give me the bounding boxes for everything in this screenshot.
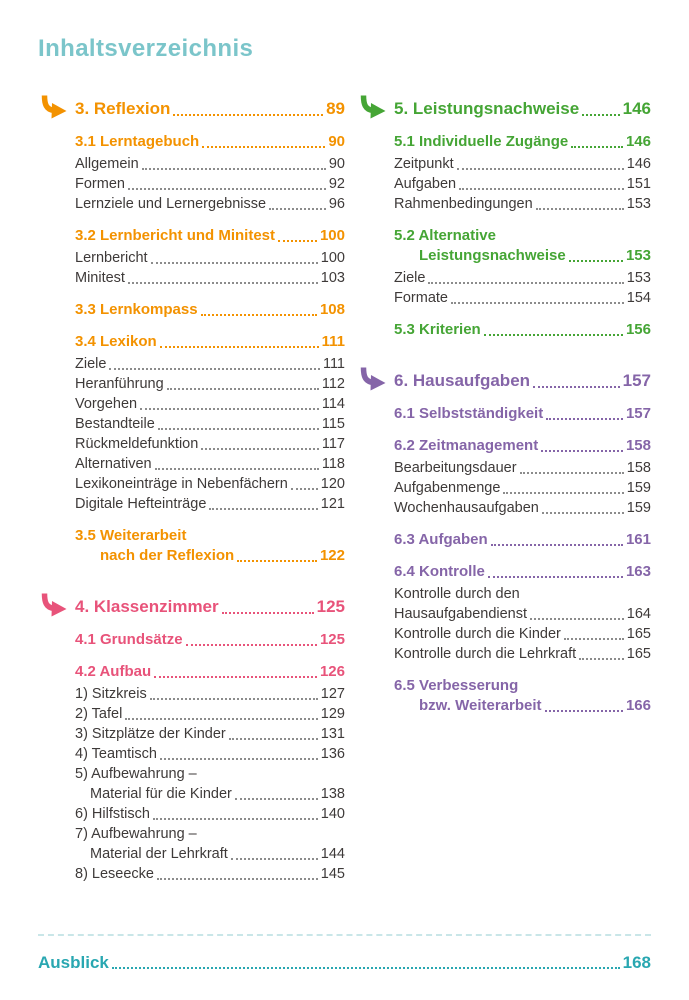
toc-entry xyxy=(75,474,345,494)
dot-leader xyxy=(186,644,317,646)
item-label: Lernziele und Lernergebnisse xyxy=(75,196,267,212)
footer-divider xyxy=(38,934,651,936)
dot-leader xyxy=(155,468,319,470)
dot-leader xyxy=(533,386,620,388)
item-label-line1: Kontrolle durch den xyxy=(394,586,520,602)
toc-entry xyxy=(75,744,345,764)
page-number: 164 xyxy=(626,606,651,622)
dot-leader xyxy=(128,188,326,190)
page-number: 120 xyxy=(320,476,345,492)
toc-entry xyxy=(75,764,345,804)
page-number: 136 xyxy=(320,746,345,762)
item-row xyxy=(75,248,345,268)
item-row xyxy=(394,458,651,478)
item-label: 3. Reflexion xyxy=(75,99,171,118)
item-row xyxy=(394,530,651,550)
dot-leader xyxy=(278,240,317,242)
page-number: 145 xyxy=(320,866,345,882)
item-label: 4.1 Grundsätze xyxy=(75,631,183,648)
item-row xyxy=(75,844,345,864)
dot-leader xyxy=(269,208,326,210)
item-row xyxy=(75,300,345,320)
item-label-line1: 6.5 Verbesserung xyxy=(394,677,519,694)
page-number: 166 xyxy=(625,697,651,714)
page-number: 103 xyxy=(320,270,345,286)
dot-leader xyxy=(231,858,318,860)
page-number: 115 xyxy=(321,416,345,432)
item-label: 6.2 Zeitmanagement xyxy=(394,437,539,454)
dot-leader xyxy=(546,418,623,420)
toc-entry xyxy=(75,248,345,268)
item-row xyxy=(394,246,651,266)
toc-entry xyxy=(75,414,345,434)
toc-entry xyxy=(75,434,345,454)
page-number: 118 xyxy=(321,456,345,472)
dot-leader xyxy=(451,302,624,304)
page-number: 159 xyxy=(626,500,651,516)
page-number: 122 xyxy=(319,547,345,564)
dot-leader xyxy=(579,658,624,660)
item-row xyxy=(75,154,345,174)
toc-entry xyxy=(75,864,345,884)
item-row xyxy=(394,404,651,424)
page-number: 111 xyxy=(321,333,345,350)
item-label: Aufgaben xyxy=(394,176,457,192)
item-row xyxy=(75,684,345,704)
toc-entry xyxy=(394,584,651,624)
dot-leader xyxy=(229,738,318,740)
page-number: 168 xyxy=(622,953,651,972)
toc-entry xyxy=(394,194,651,214)
dot-leader xyxy=(428,282,623,284)
page-number: 157 xyxy=(622,371,651,390)
toc-column xyxy=(357,98,651,718)
page-number: 158 xyxy=(626,460,651,476)
dot-leader xyxy=(160,758,318,760)
page-number: 156 xyxy=(625,321,651,338)
toc-entry xyxy=(394,624,651,644)
item-label: 4.2 Aufbau xyxy=(75,663,152,680)
toc-entry xyxy=(75,804,345,824)
dot-leader xyxy=(140,408,319,410)
page-number: 112 xyxy=(321,376,345,392)
page-number: 146 xyxy=(622,99,651,118)
toc-subsection xyxy=(75,332,345,352)
toc-subsection xyxy=(75,630,345,650)
dot-leader xyxy=(167,388,319,390)
page-number: 146 xyxy=(625,133,651,150)
item-label: 3.3 Lernkompass xyxy=(75,301,198,318)
page-number: 127 xyxy=(320,686,345,702)
item-label: 3) Sitzplätze der Kinder xyxy=(75,726,226,742)
toc-entry xyxy=(75,354,345,374)
item-row xyxy=(394,194,651,214)
chapter-heading xyxy=(394,370,651,392)
toc-entry xyxy=(75,824,345,864)
page-number: 163 xyxy=(625,563,651,580)
item-row xyxy=(394,562,651,582)
dot-leader xyxy=(150,698,318,700)
item-label: Formate xyxy=(394,290,448,306)
page-number: 126 xyxy=(319,663,345,680)
dot-leader xyxy=(201,314,317,316)
toc-subsection xyxy=(394,404,651,424)
page-number: 153 xyxy=(626,196,651,212)
toc-section xyxy=(38,596,345,884)
item-row xyxy=(75,804,345,824)
dot-leader xyxy=(564,638,624,640)
item-label: Kontrolle durch die Lehrkraft xyxy=(394,646,577,662)
toc-column xyxy=(38,98,345,884)
dot-leader xyxy=(571,146,623,148)
page-number: 153 xyxy=(626,270,651,286)
item-row xyxy=(394,288,651,308)
item-row xyxy=(75,724,345,744)
item-row xyxy=(75,630,345,650)
page-number: 146 xyxy=(626,156,651,172)
chapter-heading xyxy=(75,98,345,120)
item-row xyxy=(394,498,651,518)
dot-leader xyxy=(201,448,319,450)
item-row xyxy=(75,226,345,246)
item-label: 1) Sitzkreis xyxy=(75,686,147,702)
item-row xyxy=(75,744,345,764)
item-label: 5.1 Individuelle Zugänge xyxy=(394,133,569,150)
item-row xyxy=(75,662,345,682)
dot-leader xyxy=(173,114,323,116)
item-label: Heranführung xyxy=(75,376,164,392)
item-row xyxy=(394,132,651,152)
page-number: 117 xyxy=(321,436,345,452)
chapter-heading xyxy=(75,596,345,618)
item-label: nach der Reflexion xyxy=(100,547,235,564)
toc-subsection xyxy=(75,226,345,246)
item-label: Ziele xyxy=(394,270,426,286)
toc-subsection xyxy=(394,226,651,266)
dot-leader xyxy=(235,798,318,800)
dot-leader xyxy=(158,428,319,430)
toc-subsection xyxy=(394,676,651,716)
item-row xyxy=(75,332,345,352)
item-label: Rahmenbedingungen xyxy=(394,196,533,212)
item-label-line1: 7) Aufbewahrung – xyxy=(75,826,197,842)
page-number: 129 xyxy=(320,706,345,722)
toc-columns xyxy=(38,98,651,884)
dot-leader xyxy=(503,492,623,494)
item-label: 3.4 Lexikon xyxy=(75,333,157,350)
page-number: 90 xyxy=(328,156,345,172)
page-number: 153 xyxy=(625,247,651,264)
toc-subsection xyxy=(394,132,651,152)
item-label-line1: 5.2 Alternative xyxy=(394,227,496,244)
chapter-arrow-icon xyxy=(357,95,387,123)
page-number: 100 xyxy=(319,227,345,244)
item-label: Allgemein xyxy=(75,156,139,172)
toc-entry xyxy=(394,478,651,498)
item-label: 3.1 Lerntagebuch xyxy=(75,133,200,150)
page-number: 90 xyxy=(328,133,345,150)
toc-section xyxy=(357,370,651,716)
toc-entry xyxy=(394,268,651,288)
page-number: 100 xyxy=(320,250,345,266)
toc-entry xyxy=(75,494,345,514)
item-label: 6. Hausaufgaben xyxy=(394,371,531,390)
page-number: 144 xyxy=(320,846,345,862)
dot-leader xyxy=(582,114,619,116)
item-label: bzw. Weiterarbeit xyxy=(419,697,542,714)
dot-leader xyxy=(484,334,623,336)
dot-leader xyxy=(536,208,624,210)
dot-leader xyxy=(154,676,317,678)
item-row xyxy=(394,624,651,644)
toc-entry xyxy=(75,268,345,288)
dot-leader xyxy=(125,718,318,720)
item-label: Aufgabenmenge xyxy=(394,480,501,496)
item-row xyxy=(394,696,651,716)
item-label: 4. Klassenzimmer xyxy=(75,597,219,616)
item-row xyxy=(75,864,345,884)
page-number: 151 xyxy=(626,176,651,192)
item-label: 6.1 Selbstständigkeit xyxy=(394,405,544,422)
toc-entry xyxy=(394,288,651,308)
page-number: 92 xyxy=(328,176,345,192)
item-label: Bearbeitungsdauer xyxy=(394,460,517,476)
dot-leader xyxy=(142,168,326,170)
page-number: 114 xyxy=(321,396,345,412)
item-label: Vorgehen xyxy=(75,396,138,412)
item-label: Lernbericht xyxy=(75,250,148,266)
toc-entry xyxy=(75,684,345,704)
toc-entry xyxy=(75,454,345,474)
toc-subsection xyxy=(394,530,651,550)
item-label: Lexikoneinträge in Nebenfächern xyxy=(75,476,288,492)
page-number: 154 xyxy=(626,290,651,306)
page-title: Inhaltsverzeichnis xyxy=(38,35,254,62)
item-label: 6.3 Aufgaben xyxy=(394,531,488,548)
page-number: 165 xyxy=(626,646,651,662)
item-label: Bestandteile xyxy=(75,416,155,432)
page-number: 140 xyxy=(320,806,345,822)
toc-entry xyxy=(75,724,345,744)
chapter-arrow-icon xyxy=(38,95,68,123)
page-number: 108 xyxy=(319,301,345,318)
dot-leader xyxy=(222,612,314,614)
page-number: 165 xyxy=(626,626,651,642)
item-row xyxy=(75,354,345,374)
dot-leader xyxy=(545,710,623,712)
footer xyxy=(38,934,651,1000)
dot-leader xyxy=(459,188,624,190)
page-number: 89 xyxy=(326,99,345,118)
item-label: Hausaufgabendienst xyxy=(394,606,528,622)
toc-section xyxy=(38,98,345,566)
toc-entry xyxy=(394,498,651,518)
toc-subsection xyxy=(394,320,651,340)
item-label: Digitale Hefteinträge xyxy=(75,496,207,512)
item-label: 8) Leseecke xyxy=(75,866,154,882)
dot-leader xyxy=(291,488,318,490)
item-label: Kontrolle durch die Kinder xyxy=(394,626,561,642)
page-number: 125 xyxy=(316,597,345,616)
item-row xyxy=(394,436,651,456)
item-row xyxy=(75,704,345,724)
item-row xyxy=(75,414,345,434)
footer-entry xyxy=(38,952,651,974)
item-row xyxy=(75,174,345,194)
dot-leader xyxy=(128,282,318,284)
item-row xyxy=(75,394,345,414)
toc-subsection xyxy=(394,436,651,456)
dot-leader xyxy=(569,260,623,262)
item-row xyxy=(75,784,345,804)
item-row xyxy=(75,546,345,566)
item-label: 6.4 Kontrolle xyxy=(394,563,485,580)
item-label: 6) Hilfstisch xyxy=(75,806,150,822)
dot-leader xyxy=(160,346,319,348)
item-label: Rückmeldefunktion xyxy=(75,436,199,452)
dot-leader xyxy=(457,168,624,170)
dot-leader xyxy=(209,508,317,510)
toc-entry xyxy=(75,704,345,724)
item-label: Material für die Kinder xyxy=(90,786,232,802)
toc-entry xyxy=(75,154,345,174)
item-row xyxy=(394,174,651,194)
dot-leader xyxy=(520,472,624,474)
item-row xyxy=(75,494,345,514)
page-number: 161 xyxy=(625,531,651,548)
toc-entry xyxy=(75,374,345,394)
item-row xyxy=(394,320,651,340)
dot-leader xyxy=(530,618,624,620)
chapter-heading xyxy=(394,98,651,120)
toc-subsection xyxy=(394,562,651,582)
page-number: 138 xyxy=(320,786,345,802)
item-row xyxy=(75,454,345,474)
item-label: 2) Tafel xyxy=(75,706,123,722)
toc-entry xyxy=(394,644,651,664)
toc-subsection xyxy=(75,132,345,152)
toc-entry xyxy=(394,458,651,478)
toc-entry xyxy=(75,174,345,194)
item-label: Formen xyxy=(75,176,125,192)
item-label: 5. Leistungsnachweise xyxy=(394,99,580,118)
item-label: Wochenhausaufgaben xyxy=(394,500,539,516)
item-label-line1: 3.5 Weiterarbeit xyxy=(75,527,187,544)
item-label: Alternativen xyxy=(75,456,152,472)
toc-subsection xyxy=(75,662,345,682)
toc-entry xyxy=(75,394,345,414)
toc-entry xyxy=(394,174,651,194)
item-label: Zeitpunkt xyxy=(394,156,454,172)
page-number: 96 xyxy=(328,196,345,212)
dot-leader xyxy=(488,576,623,578)
toc-entry xyxy=(394,154,651,174)
item-row xyxy=(75,374,345,394)
page-number: 121 xyxy=(320,496,345,512)
item-label: Material der Lehrkraft xyxy=(90,846,228,862)
item-row xyxy=(75,474,345,494)
footer-label: Ausblick xyxy=(38,953,109,972)
item-label: 4) Teamtisch xyxy=(75,746,157,762)
dot-leader xyxy=(109,368,320,370)
item-row xyxy=(75,268,345,288)
chapter-arrow-icon xyxy=(38,593,68,621)
chapter-arrow-icon xyxy=(357,367,387,395)
page-number: 158 xyxy=(625,437,651,454)
toc-subsection xyxy=(75,300,345,320)
item-row xyxy=(394,154,651,174)
item-label: Ziele xyxy=(75,356,107,372)
dot-leader xyxy=(202,146,325,148)
item-row xyxy=(394,268,651,288)
page-number: 159 xyxy=(626,480,651,496)
dot-leader xyxy=(491,544,623,546)
item-label: Leistungsnachweise xyxy=(419,247,566,264)
toc-subsection xyxy=(75,526,345,566)
item-row xyxy=(394,478,651,498)
item-label: Minitest xyxy=(75,270,125,286)
dot-leader xyxy=(157,878,318,880)
item-row xyxy=(75,434,345,454)
page-number: 131 xyxy=(320,726,345,742)
item-label: 5.3 Kriterien xyxy=(394,321,481,338)
page-number: 125 xyxy=(319,631,345,648)
item-row xyxy=(75,194,345,214)
toc-section xyxy=(357,98,651,340)
item-row xyxy=(394,604,651,624)
toc-entry xyxy=(75,194,345,214)
item-row xyxy=(75,132,345,152)
item-label-line1: 5) Aufbewahrung – xyxy=(75,766,197,782)
dot-leader xyxy=(237,560,317,562)
dot-leader xyxy=(542,512,624,514)
item-label: 3.2 Lernbericht und Minitest xyxy=(75,227,276,244)
dot-leader xyxy=(112,967,620,969)
dot-leader xyxy=(153,818,318,820)
page-number: 157 xyxy=(625,405,651,422)
page-number: 111 xyxy=(322,356,345,372)
dot-leader xyxy=(541,450,623,452)
dot-leader xyxy=(151,262,318,264)
item-row xyxy=(394,644,651,664)
